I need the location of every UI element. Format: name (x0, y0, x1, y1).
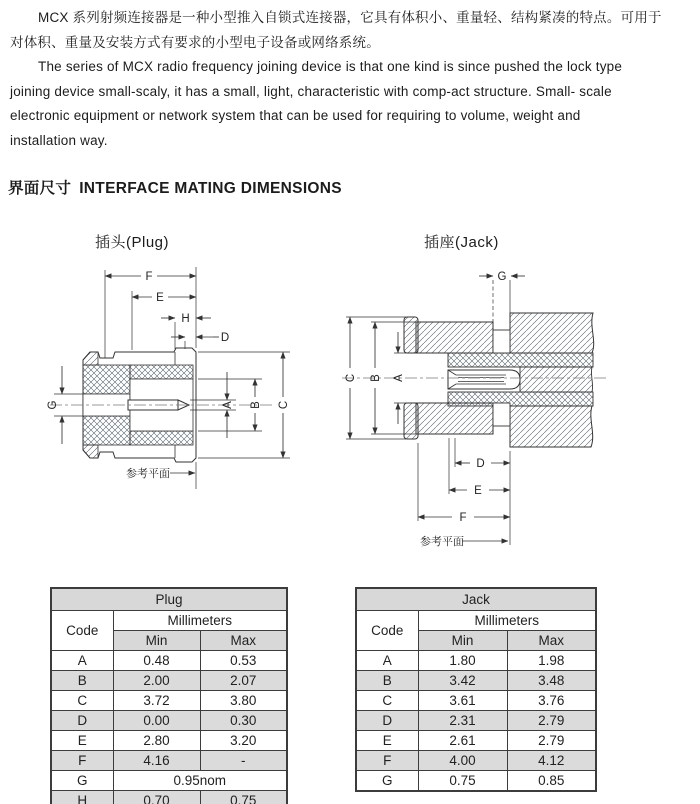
cell-max: 2.07 (200, 671, 287, 691)
cell-code: G (51, 771, 113, 791)
dim-label-c: C (345, 373, 357, 383)
cell-code: H (51, 791, 113, 804)
cell-code: D (51, 711, 113, 731)
cell-min: 2.61 (418, 731, 507, 751)
max-header: Max (507, 631, 596, 651)
unit-header: Millimeters (113, 611, 287, 631)
cell-code: F (51, 751, 113, 771)
cell-code: B (356, 671, 418, 691)
cell-code: G (356, 771, 418, 792)
table-row (51, 791, 287, 804)
cell-code: A (51, 651, 113, 671)
intro-line-en: electronic equipment or network system that can be used for requiring to volume, weight and (10, 108, 581, 124)
cell-max: 4.12 (507, 751, 596, 771)
table-title: Plug (51, 588, 287, 611)
dim-label-g: G (47, 400, 59, 410)
table-row (356, 751, 596, 771)
dim-label-a: A (393, 374, 405, 382)
section-heading-cn: 界面尺寸 (8, 180, 72, 197)
dim-label-e: E (474, 485, 482, 497)
cell-min: 3.72 (113, 691, 200, 711)
table-row (51, 651, 287, 671)
table-row (51, 751, 287, 771)
cell-code: C (356, 691, 418, 711)
table-row (51, 771, 287, 791)
cell-min: 2.31 (418, 711, 507, 731)
cell-min: 3.61 (418, 691, 507, 711)
plug-table (50, 587, 288, 804)
dim-label-h: H (181, 313, 190, 325)
table-header-row (356, 611, 596, 631)
cell-max: 3.80 (200, 691, 287, 711)
cell-min: 0.48 (113, 651, 200, 671)
table-title-row (51, 588, 287, 611)
code-header: Code (356, 611, 418, 651)
cell-nominal: 0.95nom (113, 771, 287, 791)
intro-line-en: The series of MCX radio frequency joining device is that one kind is since pushed the lock type (38, 59, 623, 75)
dim-label-f: F (145, 271, 153, 283)
table-row (51, 671, 287, 691)
table-row (356, 771, 596, 792)
dim-label-d: D (476, 458, 485, 470)
cell-min: 3.42 (418, 671, 507, 691)
table-row (356, 671, 596, 691)
min-header: Min (113, 631, 200, 651)
cell-max: 2.79 (507, 731, 596, 751)
cell-max: 3.20 (200, 731, 287, 751)
dim-label-b: B (370, 374, 382, 382)
unit-header: Millimeters (418, 611, 596, 631)
table-row (51, 691, 287, 711)
table-row (51, 731, 287, 751)
section-heading-en: INTERFACE MATING DIMENSIONS (79, 180, 342, 197)
cell-max: 1.98 (507, 651, 596, 671)
table-row (356, 731, 596, 751)
cell-code: C (51, 691, 113, 711)
dim-label-g: G (497, 271, 507, 283)
cell-min: 4.16 (113, 751, 200, 771)
cell-code: A (356, 651, 418, 671)
cell-max: 0.30 (200, 711, 287, 731)
ref-plane-label: 参考平面 (420, 536, 464, 548)
cell-max: 3.76 (507, 691, 596, 711)
code-header: Code (51, 611, 113, 651)
intro-line-cn: 对体积、重量及安装方式有要求的小型电子设备或网络系统。 (10, 34, 380, 50)
intro-line-en: installation way. (10, 132, 108, 148)
cell-max: 0.53 (200, 651, 287, 671)
cell-min: 2.00 (113, 671, 200, 691)
jack-body-section (404, 313, 594, 447)
cell-min: 2.80 (113, 731, 200, 751)
cell-code: B (51, 671, 113, 691)
table-row (356, 711, 596, 731)
cell-max: 0.85 (507, 771, 596, 792)
max-header: Max (200, 631, 287, 651)
cell-code: F (356, 751, 418, 771)
cell-code: E (356, 731, 418, 751)
dim-label-a: A (222, 401, 234, 409)
cell-min: 0.00 (113, 711, 200, 731)
dim-label-e: E (156, 292, 164, 304)
table-title: Jack (356, 588, 596, 611)
table-row (356, 651, 596, 671)
cell-min: 4.00 (418, 751, 507, 771)
table-row (51, 711, 287, 731)
intro-line-cn: MCX 系列射频连接器是一种小型推入自锁式连接器，它具有体积小、重量轻、结构紧凑的特点。可用于 (38, 10, 662, 25)
table-header-row (51, 611, 287, 631)
section-heading (8, 176, 342, 198)
cell-min: 1.80 (418, 651, 507, 671)
min-header: Min (418, 631, 507, 651)
cell-min: 0.75 (418, 771, 507, 792)
plug-diagram (40, 253, 300, 503)
ref-plane-label: 参考平面 (126, 468, 170, 480)
table-row (356, 691, 596, 711)
cell-min: 0.70 (113, 791, 200, 804)
cell-max: - (200, 751, 287, 771)
dim-label-b: B (250, 401, 262, 409)
table-title-row (356, 588, 596, 611)
dim-label-d: D (220, 332, 230, 344)
cell-max: 0.75 (200, 791, 287, 804)
jack-diagram-title: 插座(Jack) (424, 234, 499, 251)
dim-label-c: C (278, 400, 290, 410)
dim-label-f: F (459, 512, 467, 524)
plug-diagram-title: 插头(Plug) (95, 234, 170, 251)
cell-max: 3.48 (507, 671, 596, 691)
intro-line-en: joining device small-scaly, it has a small, light, characteristic with comp-act structure. Small- scale (10, 83, 612, 99)
cell-max: 2.79 (507, 711, 596, 731)
jack-table (355, 587, 597, 792)
intro-paragraphs (10, 6, 692, 154)
jack-diagram (340, 253, 700, 573)
cell-code: E (51, 731, 113, 751)
cell-code: D (356, 711, 418, 731)
